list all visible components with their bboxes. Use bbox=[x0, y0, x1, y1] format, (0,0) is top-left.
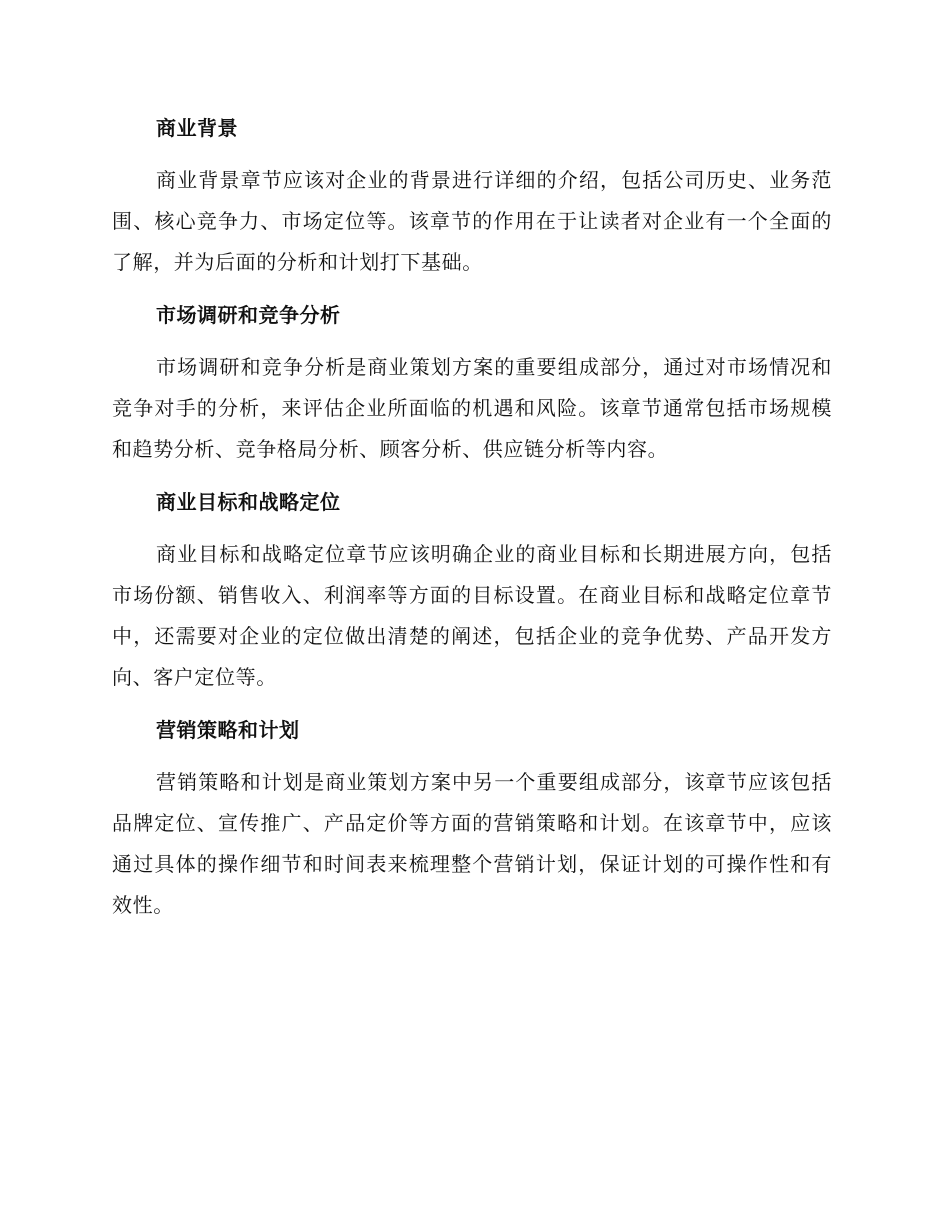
section-marketing-strategy bbox=[112, 710, 832, 926]
document-content bbox=[112, 108, 832, 938]
section-market-research bbox=[112, 295, 832, 470]
section-paragraph: 商业目标和战略定位章节应该明确企业的商业目标和长期进展方向，包括市场份额、销售收入、利润率等方面的目标设置。在商业目标和战略定位章节中，还需要对企业的定位做出清楚的阐述，包括企业的竞争优势、产品开发方向、客户定位等。 bbox=[112, 542, 832, 689]
section-business-background bbox=[112, 108, 832, 283]
section-heading: 商业背景 bbox=[156, 116, 238, 140]
section-paragraph: 营销策略和计划是商业策划方案中另一个重要组成部分，该章节应该包括品牌定位、宣传推广、产品定价等方面的营销策略和计划。在该章节中，应该通过具体的操作细节和时间表来梳理整个营销计划，保证计划的可操作性和有效性。 bbox=[112, 770, 832, 917]
section-heading: 商业目标和战略定位 bbox=[156, 490, 341, 514]
section-paragraph: 商业背景章节应该对企业的背景进行详细的介绍，包括公司历史、业务范围、核心竞争力、市场定位等。该章节的作用在于让读者对企业有一个全面的了解，并为后面的分析和计划打下基础。 bbox=[112, 168, 832, 274]
section-heading: 市场调研和竞争分析 bbox=[156, 303, 341, 327]
section-paragraph: 市场调研和竞争分析是商业策划方案的重要组成部分，通过对市场情况和竞争对手的分析，来评估企业所面临的机遇和风险。该章节通常包括市场规模和趋势分析、竞争格局分析、顾客分析、供应链分析等内容。 bbox=[112, 355, 832, 461]
section-heading: 营销策略和计划 bbox=[156, 718, 300, 742]
section-business-goals bbox=[112, 482, 832, 698]
